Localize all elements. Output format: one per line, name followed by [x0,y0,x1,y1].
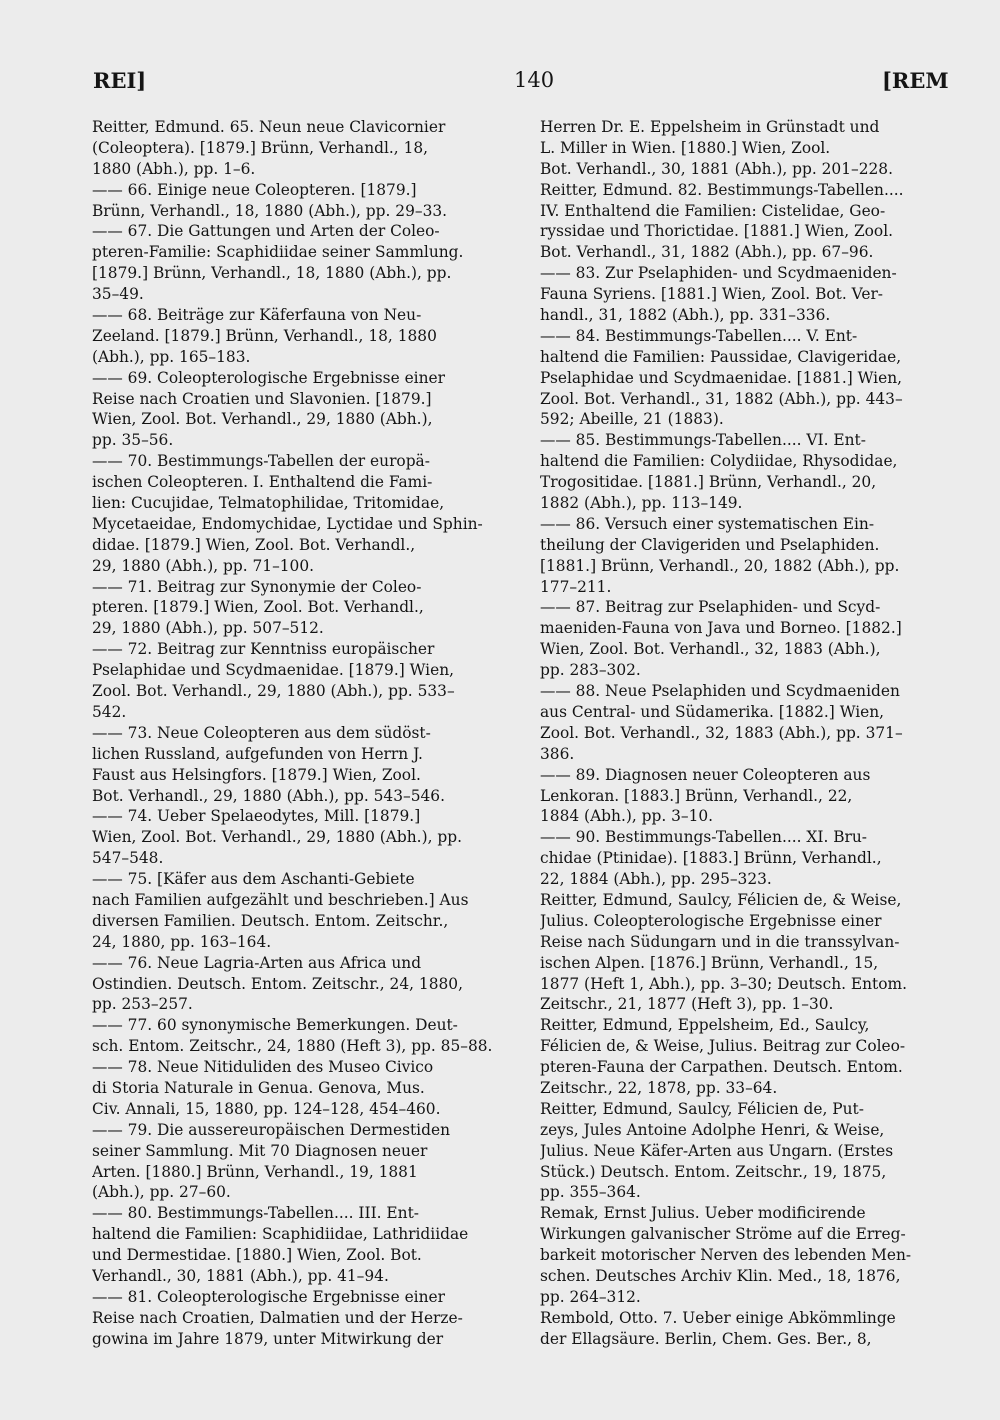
text-line: ischen Alpen. [1876.] Brünn, Verhandl., 15, [540,953,879,972]
text-line: [1879.] Brünn, Verhandl., 18, 1880 (Abh.), pp. [92,264,452,283]
text-line: —— 90. Bestimmungs-Tabellen.... XI. Bru- [540,828,868,847]
text-line: —— 66. Einige neue Coleopteren. [1879.] [92,180,417,199]
text-line: pp. 253–257. [92,995,193,1014]
text-line: Julius. Neue Käfer-Arten aus Ungarn. (Erstes [540,1141,894,1160]
text-line: —— 86. Versuch einer systematischen Ein- [540,514,875,533]
text-line: Wirkungen galvanischer Ströme auf die Erreg- [540,1225,906,1244]
text-line: (Coleoptera). [1879.] Brünn, Verhandl., 18, [92,138,429,157]
text-line: 1882 (Abh.), pp. 113–149. [540,494,743,513]
text-line: 547–548. [92,849,164,868]
text-line: —— 72. Beitrag zur Kenntniss europäischer [92,640,435,659]
text-line: Reise nach Südungarn und in die transsylvan- [540,932,900,951]
text-line: Civ. Annali, 15, 1880, pp. 124–128, 454–460. [92,1099,441,1118]
text-line: —— 69. Coleopterologische Ergebnisse einer [92,368,445,387]
text-line: sch. Entom. Zeitschr., 24, 1880 (Heft 3), pp. 85–88. [92,1037,493,1056]
text-line: 592; Abeille, 21 (1883). [540,410,724,429]
text-line: Félicien de, & Weise, Julius. Beitrag zur Coleo- [540,1037,906,1056]
text-line: Zool. Bot. Verhandl., 32, 1883 (Abh.), pp. 371– [540,723,903,742]
text-line: 1880 (Abh.), pp. 1–6. [92,159,256,178]
text-line: —— 70. Bestimmungs-Tabellen der europä- [92,452,430,471]
text-line: 24, 1880, pp. 163–164. [92,932,272,951]
text-line: 29, 1880 (Abh.), pp. 71–100. [92,556,315,575]
text-line: —— 78. Neue Nitiduliden des Museo Civico [92,1058,434,1077]
text-line: Julius. Coleopterologische Ergebnisse einer [540,911,882,930]
text-line: 542. [92,702,127,721]
text-line: Faust aus Helsingfors. [1879.] Wien, Zool. [92,765,421,784]
text-line: Zool. Bot. Verhandl., 31, 1882 (Abh.), pp. 443– [540,389,903,408]
text-line: —— 85. Bestimmungs-Tabellen.... VI. Ent- [540,431,866,450]
text-line: ischen Coleopteren. I. Enthaltend die Fami- [92,473,433,492]
text-line: —— 89. Diagnosen neuer Coleopteren aus [540,765,871,784]
running-head-right: [REM [882,68,949,93]
text-line: —— 71. Beitrag zur Synonymie der Coleo- [92,577,422,596]
text-line: —— 73. Neue Coleopteren aus dem südöst- [92,723,431,742]
text-line: 1884 (Abh.), pp. 3–10. [540,807,714,826]
text-line: Trogositidae. [1881.] Brünn, Verhandl., 20, [540,473,877,492]
text-line: Verhandl., 30, 1881 (Abh.), pp. 41–94. [92,1266,389,1285]
text-line: Rembold, Otto. 7. Ueber einige Abkömmlinge [540,1308,896,1327]
text-line: Pselaphidae und Scydmaenidae. [1881.] Wien, [540,368,903,387]
text-line: 22, 1884 (Abh.), pp. 295–323. [540,870,772,889]
text-line: pteren-Fauna der Carpathen. Deutsch. Entom. [540,1058,903,1077]
text-line: Bot. Verhandl., 31, 1882 (Abh.), pp. 67–96. [540,243,874,262]
text-line: —— 67. Die Gattungen und Arten der Coleo- [92,222,440,241]
text-line: pp. 355–364. [540,1183,641,1202]
text-line: Wien, Zool. Bot. Verhandl., 32, 1883 (Abh.), [540,640,881,659]
text-line: di Storia Naturale in Genua. Genova, Mus. [92,1078,425,1097]
text-line: L. Miller in Wien. [1880.] Wien, Zool. [540,138,831,157]
text-line: und Dermestidae. [1880.] Wien, Zool. Bot. [92,1246,422,1265]
text-line: Zeitschr., 22, 1878, pp. 33–64. [540,1078,778,1097]
text-line: lichen Russland, aufgefunden von Herrn J. [92,744,423,763]
text-line: handl., 31, 1882 (Abh.), pp. 331–336. [540,306,831,325]
text-line: pteren. [1879.] Wien, Zool. Bot. Verhandl., [92,598,424,617]
text-line: IV. Enthaltend die Familien: Cistelidae, Geo- [540,201,886,220]
text-line: pp. 264–312. [540,1287,641,1306]
text-line: Fauna Syriens. [1881.] Wien, Zool. Bot. Ver- [540,285,884,304]
text-line: didae. [1879.] Wien, Zool. Bot. Verhandl., [92,535,416,554]
text-line: —— 84. Bestimmungs-Tabellen.... V. Ent- [540,326,858,345]
text-line: Reitter, Edmund. 65. Neun neue Clavicornier [92,118,446,136]
text-line: 386. [540,744,575,763]
text-line: lien: Cucujidae, Telmatophilidae, Tritomidae, [92,494,445,513]
running-head-left: REI] [93,68,147,93]
text-line: —— 81. Coleopterologische Ergebnisse einer [92,1287,445,1306]
text-line: maeniden-Fauna von Java und Borneo. [1882.] [540,619,902,638]
text-line: Bot. Verhandl., 29, 1880 (Abh.), pp. 543–546. [92,786,445,805]
text-line: ryssidae und Thorictidae. [1881.] Wien, Zool. [540,222,894,241]
text-line: gowina im Jahre 1879, unter Mitwirkung der [92,1329,444,1348]
text-line: theilung der Clavigeriden und Pselaphiden. [540,535,880,554]
text-line: pteren-Familie: Scaphidiidae seiner Sammlung. [92,243,464,262]
text-line: barkeit motorischer Nerven des lebenden Men- [540,1246,912,1265]
text-line: aus Central- und Südamerika. [1882.] Wien, [540,702,885,721]
text-line: —— 79. Die aussereuropäischen Dermestiden [92,1120,450,1139]
text-line: Brünn, Verhandl., 18, 1880 (Abh.), pp. 29–33. [92,201,448,220]
text-line: Reitter, Edmund, Saulcy, Félicien de, & Weise, [540,890,902,909]
text-line: Zool. Bot. Verhandl., 29, 1880 (Abh.), pp. 533– [92,682,455,701]
text-line: —— 83. Zur Pselaphiden- und Scydmaeniden- [540,264,897,283]
text-line: pp. 35–56. [92,431,174,450]
text-line: Mycetaeidae, Endomychidae, Lyctidae und Sphin- [92,514,483,533]
text-line: —— 75. [Käfer aus dem Aschanti-Gebiete [92,870,415,889]
text-line: Remak, Ernst Julius. Ueber modificirende [540,1204,866,1223]
text-line: haltend die Familien: Scaphidiidae, Lathridiidae [92,1225,469,1244]
text-line: Ostindien. Deutsch. Entom. Zeitschr., 24, 1880, [92,974,463,993]
left-column [92,117,517,1350]
text-line: Wien, Zool. Bot. Verhandl., 29, 1880 (Abh.), [92,410,433,429]
text-line: —— 68. Beiträge zur Käferfauna von Neu- [92,306,422,325]
text-line: [1881.] Brünn, Verhandl., 20, 1882 (Abh.), pp. [540,556,900,575]
text-line: Arten. [1880.] Brünn, Verhandl., 19, 1881 [92,1162,418,1181]
text-line: —— 80. Bestimmungs-Tabellen.... III. Ent- [92,1204,419,1223]
text-line: (Abh.), pp. 165–183. [92,347,251,366]
text-line: 1877 (Heft 1, Abh.), pp. 3–30; Deutsch. Entom. [540,974,907,993]
right-column [540,117,965,1350]
text-line: 29, 1880 (Abh.), pp. 507–512. [92,619,324,638]
text-line: 177–211. [540,577,612,596]
text-line: pp. 283–302. [540,661,641,680]
text-line: haltend die Familien: Colydiidae, Rhysodidae, [540,452,898,471]
text-line: 35–49. [92,285,144,304]
text-line: chidae (Ptinidae). [1883.] Brünn, Verhandl., [540,849,882,868]
text-line: zeys, Jules Antoine Adolphe Henri, & Weise, [540,1120,885,1139]
text-line: diversen Familien. Deutsch. Entom. Zeitschr., [92,911,449,930]
text-line: seiner Sammlung. Mit 70 Diagnosen neuer [92,1141,428,1160]
text-line: Lenkoran. [1883.] Brünn, Verhandl., 22, [540,786,853,805]
text-line: der Ellagsäure. Berlin, Chem. Ges. Ber., 8, [540,1329,872,1348]
text-line: —— 77. 60 synonymische Bemerkungen. Deut- [92,1016,458,1035]
text-line: Zeitschr., 21, 1877 (Heft 3), pp. 1–30. [540,995,834,1014]
text-line: haltend die Familien: Paussidae, Clavigeridae, [540,347,902,366]
text-line: Pselaphidae und Scydmaenidae. [1879.] Wien, [92,661,455,680]
text-line: —— 87. Beitrag zur Pselaphiden- und Scyd- [540,598,881,617]
text-line: Reise nach Croatien und Slavonien. [1879.] [92,389,432,408]
text-line: —— 74. Ueber Spelaeodytes, Mill. [1879.] [92,807,421,826]
text-line: Reitter, Edmund. 82. Bestimmungs-Tabellen.... [540,180,904,199]
text-line: Reitter, Edmund, Eppelsheim, Ed., Saulcy, [540,1016,870,1035]
page-number: 140 [514,68,555,92]
text-line: Reitter, Edmund, Saulcy, Félicien de, Put- [540,1099,864,1118]
text-line: Wien, Zool. Bot. Verhandl., 29, 1880 (Abh.), pp. [92,828,462,847]
text-line: Zeeland. [1879.] Brünn, Verhandl., 18, 1880 [92,326,437,345]
text-line: nach Familien aufgezählt und beschrieben.] Aus [92,890,469,909]
text-line: Stück.) Deutsch. Entom. Zeitschr., 19, 1875, [540,1162,887,1181]
text-line: —— 88. Neue Pselaphiden und Scydmaeniden [540,682,900,701]
text-line: (Abh.), pp. 27–60. [92,1183,231,1202]
text-line: schen. Deutsches Archiv Klin. Med., 18, 1876, [540,1266,901,1285]
text-line: Bot. Verhandl., 30, 1881 (Abh.), pp. 201–228. [540,159,893,178]
text-line: —— 76. Neue Lagria-Arten aus Africa und [92,953,422,972]
text-line: Reise nach Croatien, Dalmatien und der Herze- [92,1308,463,1327]
text-line: Herren Dr. E. Eppelsheim in Grünstadt und [540,118,880,136]
